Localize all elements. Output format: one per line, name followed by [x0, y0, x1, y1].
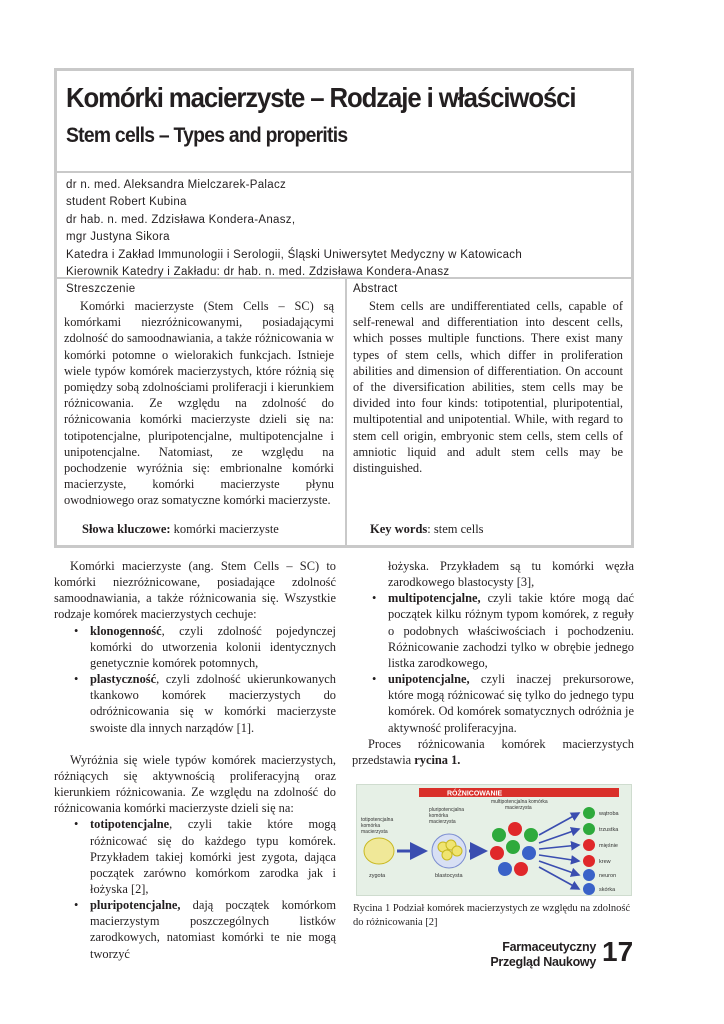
list-item-continuation: łożyska. Przykładem są tu komórki węzła zarodkowego blastocysty [3], — [388, 559, 634, 590]
target-label: skórka — [599, 887, 616, 893]
body-paragraph: Komórki macierzyste (ang. Stem Cells – SC) to komórki niezróżnicowane, posiadające zdolność samoodnawiania, a także różnicowania się. Wszystkie rodzaje komórek macierzystych cechuje: — [54, 559, 336, 622]
figure-reference: rycina 1. — [414, 752, 461, 767]
term-definition: czyli takie które mogą dać początek kilku różnym typom komórek, z reguły o podobnych właściwościach i pochodzeniu. Różnicowanie zachodzi tylko w obrębie jednego listka zarodkowego, — [388, 591, 634, 670]
body-column-right — [352, 558, 634, 768]
author-line: student Robert Kubina — [66, 196, 187, 209]
target-cell — [583, 883, 595, 895]
keywords-en-value: : stem cells — [427, 522, 484, 536]
journal-name-line: Przegląd Naukowy — [490, 955, 596, 969]
arrow — [539, 867, 579, 889]
figure-caption: Rycina 1 Podział komórek macierzystych ze względu na zdolność do różnicowania [2] — [353, 903, 631, 928]
keywords-pl — [82, 522, 279, 537]
term-definition: dają początek komórkom macierzystym poszczególnych listków zarodkowych, natomiast komórki te nie mogą tworzyć — [90, 898, 336, 961]
target-cell — [583, 823, 595, 835]
term: unipotencjalne, — [388, 672, 470, 687]
pluri-label: pluripotencjalna komórka macierzysta — [429, 807, 465, 825]
list-item — [54, 897, 336, 962]
journal-name-line: Farmaceutyczny — [502, 940, 596, 954]
author-line: dr n. med. Aleksandra Mielczarek-Palacz — [66, 179, 287, 191]
multipotent-cell — [524, 828, 538, 842]
multipotent-cell — [498, 862, 512, 876]
term-definition: czyli inaczej prekursorowe, które mogą różnicować się tylko do jednego typu komórek. Od komórek somatycznych odróżnia je aktywność proliferacyjna. — [388, 672, 634, 735]
list-item — [352, 590, 634, 671]
abstract-pl-text: Komórki macierzyste (Stem Cells – SC) są komórkami niezróżnicowanymi, posiadającymi zdolność do samoodnawiania, a także różnicowania w komórki potomne o wielorakich funkcjach. Istnieje wiele typów komórek macierzystych, które różnią się pomiędzy sobą zdolnościami proliferacji i kierunkiem różnicowania. Ze względu na zdolność do różnicowania komórki macierzyste dzieli się na: totipotencjalne, pluripotencjalne, multipotencjalne i unipotencjalne. Natomiast, ze względu na pochodzenie wyróżnia się: embrionalne komórki macierzyste, komórki macierzyste płynu owodniowego oraz somatyczne komórki macierzyste. — [64, 299, 334, 508]
article-title: Komórki macierzyste – Rodzaje i właściwości — [66, 82, 576, 113]
process-text: Proces różnicowania komórek macierzystych przedstawia — [352, 736, 634, 767]
target-cell — [583, 807, 595, 819]
multipotent-cell — [506, 840, 520, 854]
term-definition: , czyli zdolność ukierunkowanych tkankowo komórek macierzystych do odróżnicowania się w komórki macierzyste swoiste dla innych narządów [1]. — [90, 672, 336, 735]
zygote-cell — [364, 838, 394, 864]
abstract-en-text: Stem cells are undifferentiated cells, capable of self-renewal and differentiation into descent cells, which posses multiple functions. There exist many types of stem cells, which differ in proliferation abilities and dimension of differentiation. On account of the diversification abilities, stem cells may be divided into four kinds: totipotential, pluripotential, multipotential and unipotential. While, with regard to stem cell origin, embryonic stem cells, stem cells of amniotic liquid and adult stem cells may be distinguished. — [353, 299, 623, 476]
arrow — [539, 861, 579, 875]
target-cell — [583, 869, 595, 881]
abstract-pl-heading: Streszczenie — [66, 283, 136, 295]
term: plastyczność — [90, 672, 157, 687]
divider — [57, 171, 631, 173]
multipotent-cell — [490, 846, 504, 860]
multipotent-cell — [522, 846, 536, 860]
term-definition: , czyli zdolność pojedynczej komórki do utworzenia kolonii identycznych genetycznie komórek potomnych, — [90, 623, 336, 670]
term-definition: , czyli takie które mogą różnicować się do każdego typu komórek. Przykładem takiej komórki jest zygota, dająca początek zarówno komórkom zarodka jak i łożyska [2], — [90, 817, 336, 896]
abstract-en-heading: Abstract — [353, 283, 398, 295]
list-item — [54, 671, 336, 736]
target-cell — [583, 855, 595, 867]
bullet-list — [54, 816, 336, 961]
department-head: Kierownik Katedry i Zakładu: dr hab. n. med. Zdzisława Kondera-Anasz — [66, 266, 450, 279]
page-number: 17 — [602, 936, 634, 967]
author-block — [66, 177, 522, 281]
list-item — [54, 623, 336, 671]
blastocyst-cell — [452, 846, 462, 856]
banner-label: RÓŻNICOWANIE — [447, 790, 503, 798]
term: totipotencjalne — [90, 817, 170, 832]
blastocyst-label: blastocysta — [435, 873, 463, 879]
toti-label: totipotencjalna komórka macierzysta — [361, 817, 394, 835]
term: pluripotencjalne, — [90, 898, 181, 913]
author-line: dr hab. n. med. Zdzisława Kondera-Anasz, — [66, 213, 296, 226]
bullet-list — [352, 558, 634, 736]
multipotent-cell — [514, 862, 528, 876]
body-column-left — [54, 558, 336, 962]
list-item — [54, 816, 336, 897]
term: klonogenność — [90, 623, 162, 638]
target-cell — [583, 839, 595, 851]
keywords-pl-value: komórki macierzyste — [170, 522, 279, 536]
article-subtitle: Stem cells – Types and properitis — [66, 124, 348, 147]
bullet-list — [54, 623, 336, 736]
term: multipotencjalne, — [388, 591, 481, 606]
affiliation: Katedra i Zakład Immunologii i Serologii, Śląski Uniwersytet Medyczny w Katowicach — [66, 248, 523, 261]
list-item — [352, 671, 634, 736]
journal-name — [490, 940, 596, 970]
body-paragraph — [352, 736, 634, 768]
column-divider — [345, 279, 347, 545]
arrow — [539, 845, 579, 849]
differentiation-diagram — [357, 785, 632, 896]
zygote-label: zygota — [369, 873, 386, 879]
target-label: krew — [599, 859, 611, 865]
multipotent-cell — [492, 828, 506, 842]
multi-label: multipotencjalna komórka macierzysta — [491, 799, 548, 811]
abstract-pl — [64, 298, 334, 509]
abstract-en — [353, 298, 623, 476]
target-label: trzustka — [599, 827, 619, 833]
keywords-en — [370, 522, 484, 537]
multipotent-cell — [508, 822, 522, 836]
arrow — [539, 855, 579, 861]
target-label: wątroba — [599, 811, 619, 817]
target-label: neuron — [599, 873, 617, 879]
keywords-pl-label: Słowa kluczowe: — [82, 522, 171, 536]
target-label: mięśnie — [599, 843, 618, 849]
blastocyst-cell — [442, 850, 452, 860]
author-line: mgr Justyna Sikora — [66, 231, 170, 244]
body-paragraph: Wyróżnia się wiele typów komórek macierzystych, różniących się aktywnością proliferacyjną oraz kierunkiem różnicowania. Ze względu na zdolność do różnicowania komórki macierzyste dzieli się na: — [54, 752, 336, 816]
figure-differentiation — [356, 784, 632, 896]
keywords-en-label: Key words — [370, 522, 428, 536]
